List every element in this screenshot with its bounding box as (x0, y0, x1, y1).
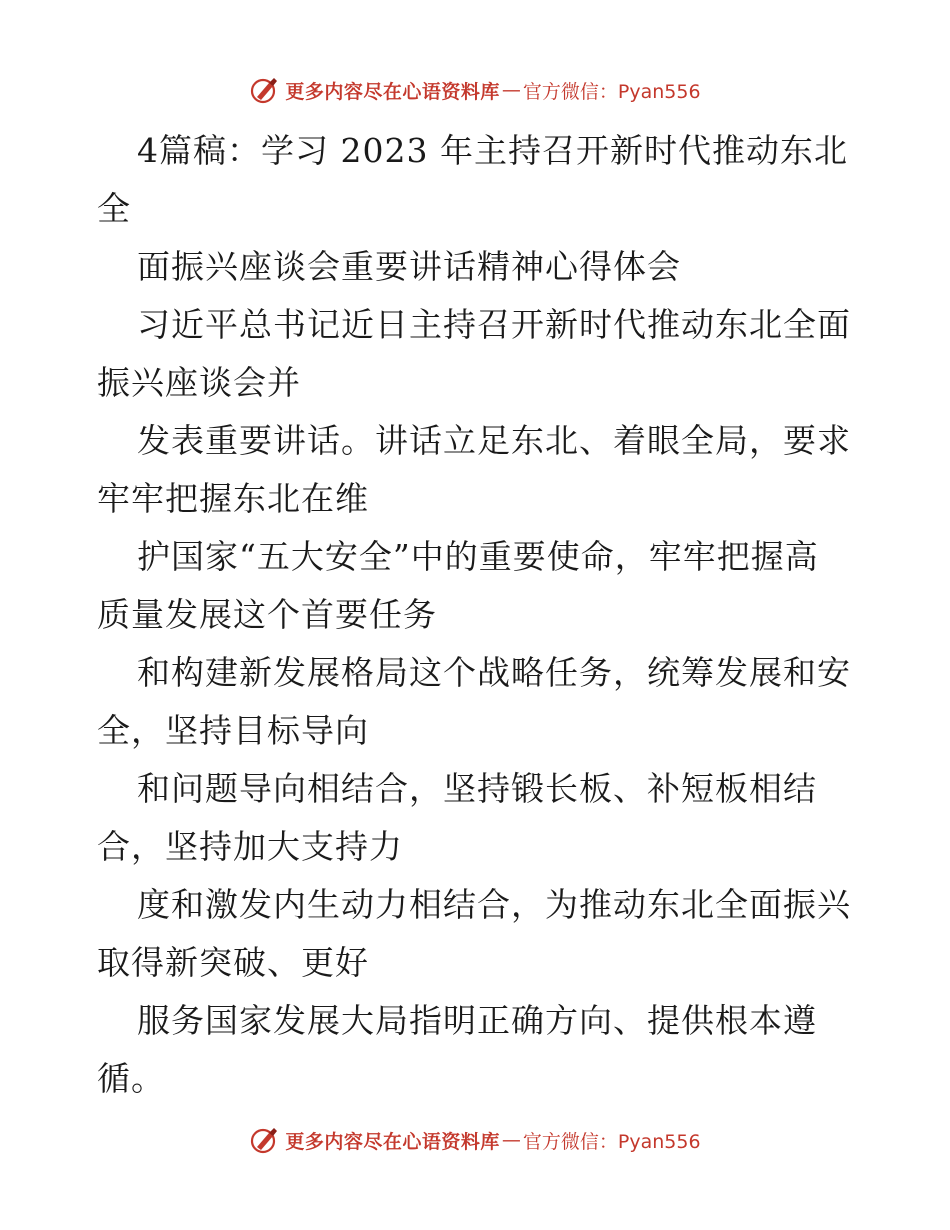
footer-wechat-text: 官方微信：Pyan556 (522, 1130, 701, 1153)
document-title-line-1: 4篇稿：学习 2023 年主持召开新时代推动东北 (137, 131, 848, 170)
footer-banner (0, 1120, 950, 1160)
pen-nib-logo-icon (249, 75, 279, 105)
pen-nib-logo-icon (249, 1125, 279, 1155)
paragraph-line: 合，坚持加大支持力 (97, 827, 403, 866)
paragraph-line: 服务国家发展大局指明正确方向、提供根本遵 (137, 1001, 817, 1040)
paragraph-line: 牢牢把握东北在维 (97, 479, 369, 518)
header-banner (0, 70, 950, 110)
footer-brand-text: 更多内容尽在心语资料库 (285, 1130, 500, 1153)
paragraph-line: 全，坚持目标导向 (97, 711, 369, 750)
document-title-line-3: 面振兴座谈会重要讲话精神心得体会 (137, 247, 681, 286)
document-body (97, 122, 857, 1108)
paragraph-line: 发表重要讲话。讲话立足东北、着眼全局，要求 (137, 421, 851, 460)
document-title-line-2: 全 (97, 189, 131, 228)
header-dash: — (501, 79, 521, 101)
paragraph-line: 取得新突破、更好 (97, 943, 369, 982)
paragraph-line: 振兴座谈会并 (97, 363, 301, 402)
paragraph-line: 习近平总书记近日主持召开新时代推动东北全面 (137, 305, 851, 344)
paragraph-line: 循。 (97, 1059, 165, 1098)
footer-dash: — (501, 1129, 521, 1151)
header-brand-text: 更多内容尽在心语资料库 (285, 80, 500, 103)
paragraph-line: 和构建新发展格局这个战略任务，统筹发展和安 (137, 653, 851, 692)
paragraph-line: 质量发展这个首要任务 (97, 595, 437, 634)
paragraph-line: 度和激发内生动力相结合，为推动东北全面振兴 (137, 885, 851, 924)
paragraph-line: 和问题导向相结合，坚持锻长板、补短板相结 (137, 769, 817, 808)
paragraph-line: 护国家“五大安全”中的重要使命，牢牢把握高 (137, 537, 819, 576)
header-wechat-text: 官方微信：Pyan556 (522, 80, 701, 103)
